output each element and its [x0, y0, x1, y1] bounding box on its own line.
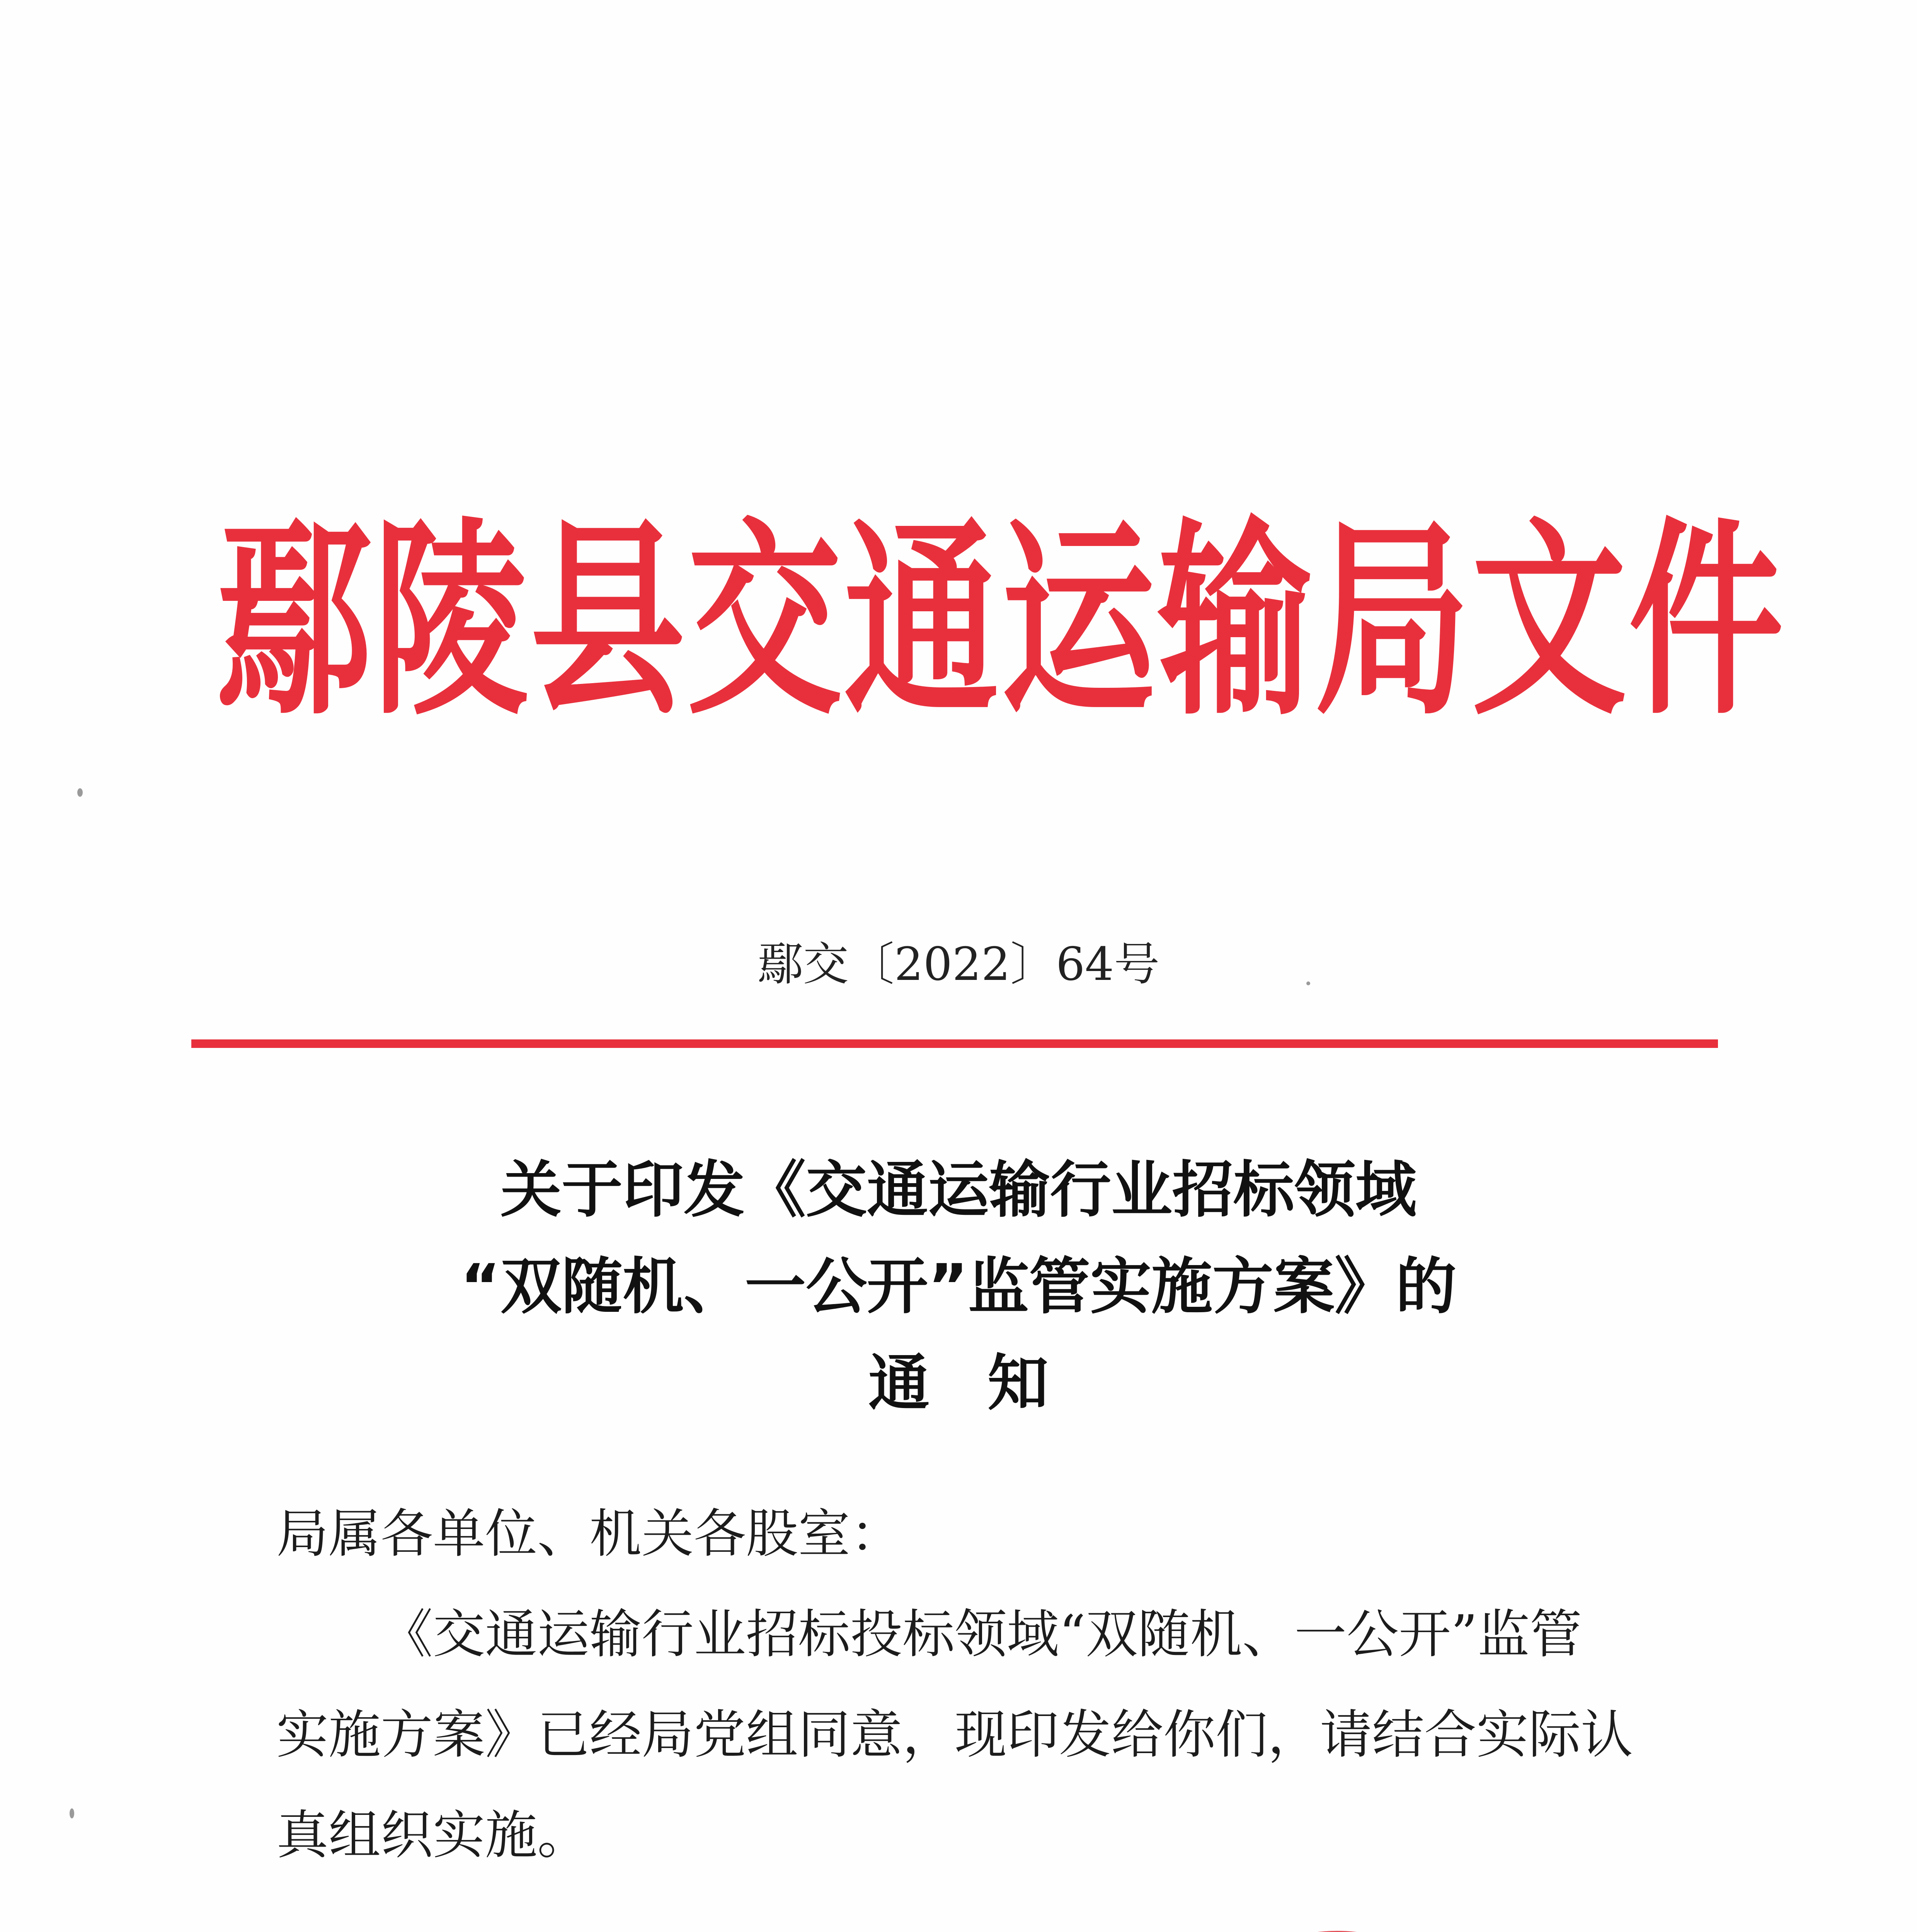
body-line-2: 实施方案》已经局党组同意，现印发给你们，请结合实际认: [276, 1704, 1633, 1765]
scan-speck: [77, 788, 83, 797]
salutation: 局属各单位、机关各股室：: [276, 1503, 902, 1564]
scan-speck: [70, 1808, 74, 1818]
title-line-3: 通知: [868, 1348, 1107, 1419]
body-line-1: 《交通运输行业招标投标领域“双随机、一公开”监管: [381, 1604, 1582, 1665]
document-number: 鄢交〔2022〕64号: [757, 937, 1160, 991]
title-line-1: 关于印发《交通运输行业招标领域: [501, 1155, 1416, 1226]
scan-speck: [1306, 981, 1310, 985]
red-divider-line: [191, 1039, 1718, 1048]
official-seal: [1163, 1924, 1511, 1932]
title-line-2: “双随机、一公开”监管实施方案》的: [460, 1251, 1457, 1322]
masthead-title: 鄢陵县交通运输局文件: [216, 500, 1786, 743]
body-line-3: 真组织实施。: [276, 1805, 589, 1866]
